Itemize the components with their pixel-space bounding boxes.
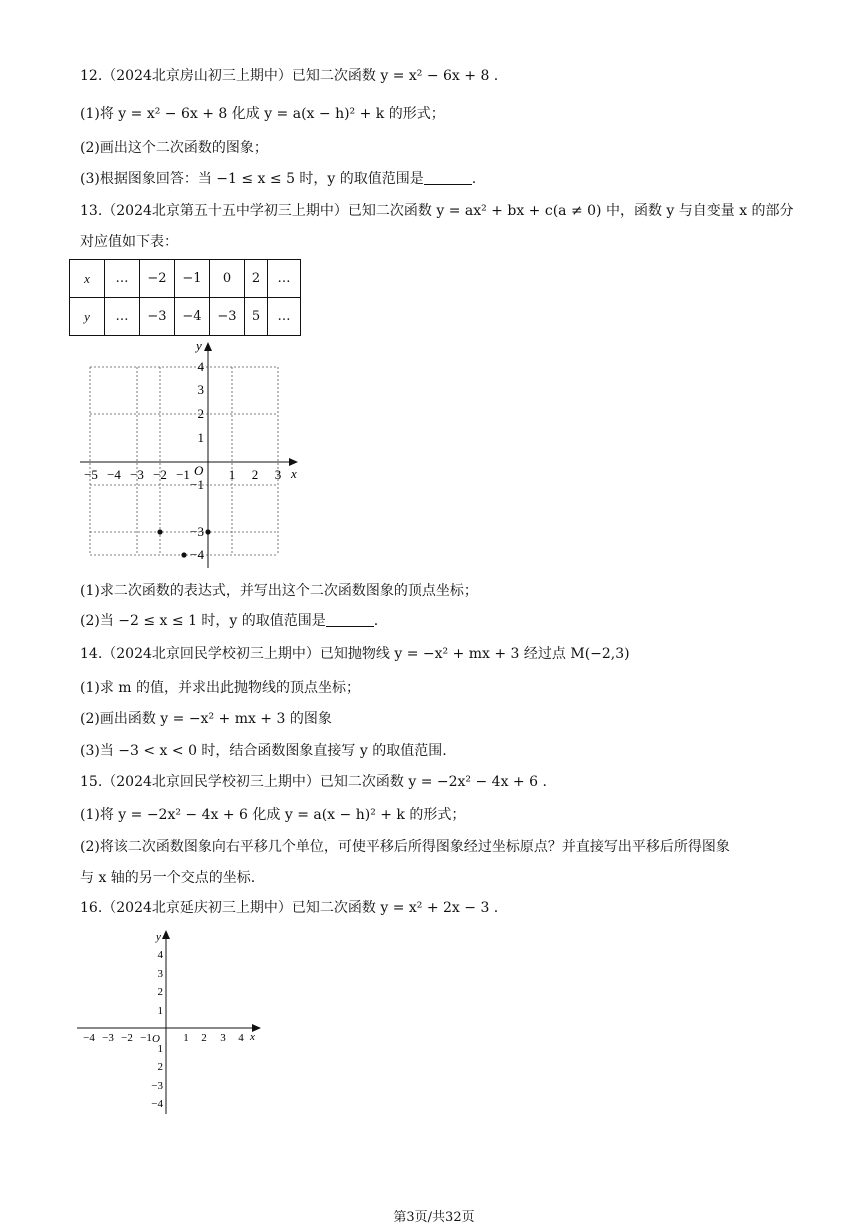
x-tick-label: −3 (102, 1032, 114, 1044)
x-tick-label: 1 (183, 1032, 189, 1044)
y-axis-label: y (196, 338, 202, 353)
value-table (69, 259, 301, 336)
x-tick-label: −1 (140, 1032, 152, 1044)
plotted-point (181, 552, 186, 557)
q13-part1: (1)求二次函数的表达式，并写出这个二次函数图象的顶点坐标； (80, 583, 478, 599)
x-axis-label: x (250, 1031, 255, 1043)
x-tick-label: −4 (83, 1032, 95, 1044)
q13-title: 13.（2024北京第五十五中学初三上期中）已知二次函数 y = ax² + bx + c(a ≠ 0) 中，函数 y 与自变量 x 的部分 (80, 203, 794, 219)
y-tick-label: −3 (151, 1080, 163, 1092)
q16-coordinate-axes (72, 926, 272, 1121)
q12-part3-text: (3)根据图象回答：当 −1 ≤ x ≤ 5 时，y 的取值范围是 (80, 171, 424, 187)
y-tick-label: −4 (190, 547, 204, 562)
table-cell: −3 (140, 298, 175, 336)
plotted-point (157, 529, 162, 534)
q14-title: 14.（2024北京回民学校初三上期中）已知抛物线 y = −x² + mx + 3 经过点 M(−2,3) (80, 646, 630, 662)
table-cell: … (268, 260, 301, 298)
y-tick-label: −1 (190, 477, 204, 492)
plotted-point (205, 529, 210, 534)
y-tick-label: 2 (157, 1061, 163, 1073)
x-tick-label: 3 (274, 467, 282, 482)
answer-blank[interactable] (424, 170, 472, 185)
q14-part3: (3)当 −3 < x < 0 时，结合函数图象直接写 y 的取值范围. (80, 743, 447, 759)
y-tick-label: 2 (197, 406, 204, 421)
x-tick-label: 4 (238, 1032, 244, 1044)
x-tick-label: −2 (153, 467, 167, 482)
q12-part2: (2)画出这个二次函数的图象； (80, 140, 268, 156)
y-tick-label: 4 (197, 359, 204, 374)
q13-coordinate-grid (70, 336, 310, 576)
y-tick-label: 1 (157, 1005, 163, 1017)
q12-part1: (1)将 y = x² − 6x + 8 化成 y = a(x − h)² + k 的形式； (80, 106, 445, 122)
table-cell: −2 (140, 260, 175, 298)
x-tick-label: 3 (220, 1032, 226, 1044)
q13-part2-end: . (373, 613, 379, 629)
q14-part2: (2)画出函数 y = −x² + mx + 3 的图象 (80, 711, 332, 727)
table-cell: … (105, 298, 140, 336)
q15-part1: (1)将 y = −2x² − 4x + 6 化成 y = a(x − h)² + k 的形式； (80, 807, 466, 823)
page-footer: 第3页/共32页 (393, 1210, 475, 1225)
q15-part2: (2)将该二次函数图象向右平移几个单位，可使平移后所得图象经过坐标原点？并直接写出平移后所得图象 (80, 839, 730, 855)
table-cell: x (70, 260, 105, 298)
table-row (70, 298, 301, 336)
table-cell: −1 (175, 260, 210, 298)
origin-label: O (194, 463, 204, 478)
q16-title: 16.（2024北京延庆初三上期中）已知二次函数 y = x² + 2x − 3 . (80, 900, 499, 916)
table-cell: 5 (245, 298, 268, 336)
y-tick-label: 2 (157, 986, 163, 998)
q12-part3 (80, 169, 476, 189)
y-tick-label: 3 (157, 968, 163, 980)
table-row (70, 260, 301, 298)
q14-part1: (1)求 m 的值，并求出此抛物线的顶点坐标； (80, 680, 361, 696)
q13-part2 (80, 611, 378, 631)
x-tick-label: −4 (107, 467, 121, 482)
q15-part2-cont: 与 x 轴的另一个交点的坐标. (80, 870, 256, 886)
q15-title: 15.（2024北京回民学校初三上期中）已知二次函数 y = −2x² − 4x + 6 . (80, 774, 547, 790)
table-cell: … (105, 260, 140, 298)
y-tick-label: 1 (197, 430, 204, 445)
q13-part2-text: (2)当 −2 ≤ x ≤ 1 时，y 的取值范围是 (80, 613, 326, 629)
answer-blank[interactable] (326, 612, 374, 627)
table-cell: … (268, 298, 301, 336)
x-tick-label: 2 (201, 1032, 207, 1044)
x-tick-label: −3 (130, 467, 144, 482)
y-tick-label: 1 (157, 1043, 163, 1055)
x-tick-label: 2 (251, 467, 259, 482)
y-tick-label: −3 (190, 524, 204, 539)
x-axis-label: x (291, 466, 297, 481)
table-cell: 2 (245, 260, 268, 298)
y-tick-label: 3 (197, 382, 204, 397)
y-axis-label: y (156, 931, 161, 943)
table-cell: 0 (210, 260, 245, 298)
x-tick-label: −5 (84, 467, 98, 482)
y-tick-label: −4 (151, 1098, 163, 1110)
table-cell: −4 (175, 298, 210, 336)
table-cell: −3 (210, 298, 245, 336)
y-tick-label: 4 (157, 949, 163, 961)
origin-label: O (152, 1033, 160, 1045)
table-cell: y (70, 298, 105, 336)
x-tick-label: 1 (228, 467, 236, 482)
x-tick-label: −2 (121, 1032, 133, 1044)
x-tick-label: −1 (176, 467, 190, 482)
q13-title-cont: 对应值如下表： (80, 234, 178, 250)
q12-title: 12.（2024北京房山初三上期中）已知二次函数 y = x² − 6x + 8 . (80, 68, 499, 84)
q12-part3-end: . (471, 171, 477, 187)
